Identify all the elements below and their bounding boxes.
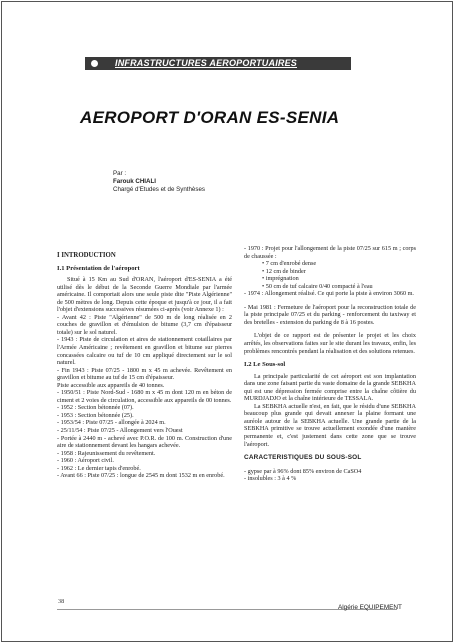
left-column bbox=[57, 252, 232, 480]
list-item: • 50 cm de tuf calcaire 0/40 compacté à l'eau bbox=[262, 283, 416, 291]
paragraph: - 1950/51 : Piste Nord-Sud - 1680 m x 45 m dont 120 m en béton de ciment et 2 voies de circulation, accessible aux appareils de 00 tonnes. bbox=[57, 389, 232, 404]
paragraph: - 1958 : Rajeunissement du revêtement. bbox=[57, 449, 156, 457]
journal-name: Algérie EQUIPEMENT bbox=[338, 604, 402, 611]
paragraph: - 1970 : Projet pour l'allongement de la piste 07/25 sur 615 m ; corps de chaussée : bbox=[244, 245, 416, 260]
section-banner bbox=[85, 57, 351, 70]
paragraph: - Fin 1943 : Piste 07/25 - 1800 m x 45 m achevée. Revêtement en gravillon et bitume au tuf de 15 cm d'épaisseur. bbox=[57, 366, 232, 382]
list-item: • 7 cm d'enrobé dense bbox=[262, 260, 416, 268]
paragraph: - 1953 : Section bétonnée (25). bbox=[57, 411, 134, 419]
paragraph: - Portée à 2440 m - achevé avec P.O.R. de 100 m. Construction d'une aire de stationnement devant les hangars achevée. bbox=[57, 434, 232, 450]
right-column bbox=[244, 245, 416, 483]
page-title: AEROPORT D'ORAN ES-SENIA bbox=[80, 108, 340, 127]
paragraph: - Avant 42 : Piste "Algérienne" de 500 m de long réalisée en 2 couches de gravillon et d'émulsion de bitume (3,7 cm d'épaisseur totale) sur le sol naturel. bbox=[57, 313, 232, 336]
paragraph: L'objet de ce rapport est de présenter le projet et les choix arrêtés, les observations faites sur le site durant les travaux, enfin, les problèmes rencontrés pendant la réalisation et des solutions retenues. bbox=[244, 332, 416, 355]
paragraph: - Avant 66 : Piste 07/25 : longue de 2545 m dont 1532 m en enrobé. bbox=[57, 472, 225, 480]
paragraph: - 1962 : Le dernier tapis d'enrobé. bbox=[57, 464, 141, 472]
list-item: • imprégnation bbox=[262, 275, 416, 283]
paragraph: La principale particularité de cet aéroport est son implantation dans une zone faisant partie du vaste domaine de la grande SEBKHA qui est une dépression fermée comprise entre la chaîne côtière du MURDJADJO et la chaîne intérieure de TESSALA. bbox=[244, 372, 416, 403]
presentation-heading: I.1 Présentation de l'aéroport bbox=[57, 264, 140, 272]
page-number: 38 bbox=[58, 598, 65, 605]
paragraph: - 1960 : Aéroport civil. bbox=[57, 457, 114, 465]
paragraph: - 1974 : Allongement réalisé. Ce qui porte la piste à environ 3060 m. bbox=[244, 290, 414, 298]
paragraph: - 1953/54 : Piste 07/25 - allongée à 2024 m. bbox=[57, 419, 166, 427]
caracteristiques-heading: CARACTERISTIQUES DU SOUS-SOL bbox=[244, 454, 362, 462]
paragraph: - gypse par à 96% dont 85% environ de CaSO4 bbox=[244, 467, 362, 475]
paragraph: Situé à 15 Km au Sud d'ORAN, l'aéroport d'ES-SENIA a été utilisé dès le début de la Seconde Guerre Mondiale par l'armée américaine. Il comportait alors une seule piste dite "Piste Algérienne" de 500 mètres de long. Depuis cette époque et jusqu'à ce jour, il a fait l'objet d'extensions successives résumées ci-après (voir Annexe 1) : bbox=[57, 276, 232, 314]
author-name: Farouk CHIALI bbox=[113, 178, 156, 185]
paragraph: - insolubles : 3 à 4 % bbox=[244, 475, 297, 483]
paragraph: Piste accessible aux appareils de 40 tonnes. bbox=[57, 381, 165, 389]
paragraph: La SEBKHA actuelle n'est, en fait, que le résidu d'une SEBKHA beaucoup plus grande qui devait annexer la plaine formant une auréole autour de la SEBKHA actuelle. Une grande partie de la SEBKHA primitive se trouve actuellement exondée d'une manière permanente et, c'est justement dans cette zone que se trouve l'aéroport. bbox=[244, 402, 416, 448]
paragraph: - Mai 1981 : Fermeture de l'aéroport pour la reconstruction totale de la piste principale 07/25 et du parking - renforcement du taxiway et des bretelles - extension du parking de 8 à 16 postes. bbox=[244, 303, 416, 326]
paragraph: - 1952 : Section bétonnée (07). bbox=[57, 404, 134, 412]
list-item: • 12 cm de binder bbox=[262, 268, 416, 276]
pavement-layers-list bbox=[244, 260, 416, 290]
author-role: Chargé d'Etudes et de Synthèses bbox=[113, 186, 205, 193]
sous-sol-heading: I.2 Le Sous-sol bbox=[244, 361, 286, 369]
section-banner-label: INFRASTRUCTURES AEROPORTUAIRES bbox=[115, 58, 298, 68]
intro-heading: I INTRODUCTION bbox=[57, 252, 116, 259]
byline-par: Par : bbox=[113, 170, 127, 177]
paragraph: - 1943 : Piste de circulation et aires de stationnement cotaillaires par l'Armée Américaine ; revêtement en gravillon et bitume sur pierres concassées calcaire ou tuf de 10 cm appliqué directement sur le sol naturel. bbox=[57, 336, 232, 367]
paragraph: - 25/11/54 : Piste 07/25 - Allongement vers l'Ouest bbox=[57, 427, 183, 435]
byline bbox=[113, 170, 205, 194]
bullet-dot-icon bbox=[91, 60, 98, 67]
